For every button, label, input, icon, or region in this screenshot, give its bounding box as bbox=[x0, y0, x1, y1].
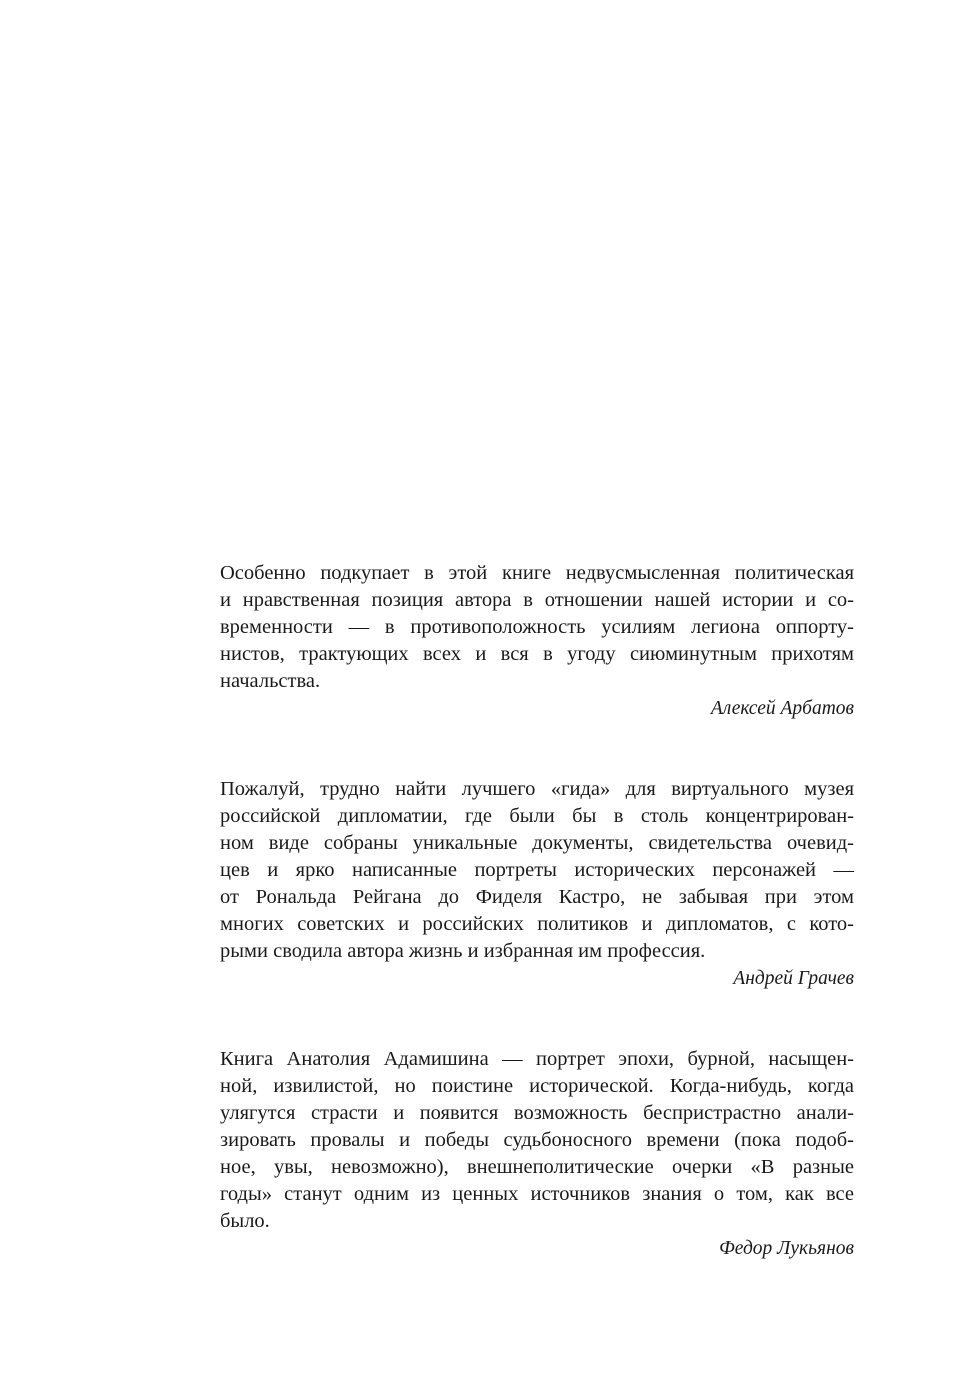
quote-line: ной, извилистой, но поистине исторической. Когда-нибудь, когда bbox=[220, 1075, 854, 1097]
quote-line: ное, увы, невозможно), внешнеполитические очерки «В разные bbox=[220, 1156, 854, 1178]
quote-line: Пожалуй, трудно найти лучшего «гида» для виртуального музея bbox=[220, 778, 854, 800]
quote-lukyanov bbox=[220, 1046, 854, 1262]
quote-line: от Рональда Рейгана до Фиделя Кастро, не забывая при этом bbox=[220, 886, 854, 908]
quote-line: годы» станут одним из ценных источников знания о том, как все bbox=[220, 1183, 854, 1205]
quote-line: начальства. bbox=[220, 670, 321, 692]
quote-line: нистов, трактующих всех и вся в угоду сиюминутным прихотям bbox=[220, 643, 854, 665]
quote-line: российской дипломатии, где были бы в столь концентрирован- bbox=[220, 805, 854, 827]
quote-line: зировать провалы и победы судьбоносного времени (пока подоб- bbox=[220, 1129, 854, 1151]
quote-arbatov bbox=[220, 560, 854, 722]
quote-line: рыми сводила автора жизнь и избранная им профессия. bbox=[220, 940, 706, 962]
quote-author: Андрей Грачев bbox=[733, 968, 854, 989]
quote-author: Федор Лукьянов bbox=[719, 1238, 854, 1259]
quote-grachev bbox=[220, 776, 854, 992]
quote-line: было. bbox=[220, 1210, 270, 1232]
quote-line: Особенно подкупает в этой книге недвусмысленная политическая bbox=[220, 562, 854, 584]
quote-line: временности — в противоположность усилиям легиона оппорту- bbox=[220, 616, 854, 638]
quote-line: цев и ярко написанные портреты исторических персонажей — bbox=[220, 859, 854, 881]
quote-line: многих советских и российских политиков и дипломатов, с кото- bbox=[220, 913, 854, 935]
quote-line: Книга Анатолия Адамишина — портрет эпохи, бурной, насыщен- bbox=[220, 1048, 854, 1070]
quote-line: улягутся страсти и появится возможность беспристрастно анали- bbox=[220, 1102, 854, 1124]
quote-author: Алексей Арбатов bbox=[710, 698, 854, 719]
quote-line: ном виде собраны уникальные документы, свидетельства очевид- bbox=[220, 832, 854, 854]
quote-line: и нравственная позиция автора в отношении нашей истории и со- bbox=[220, 589, 854, 611]
